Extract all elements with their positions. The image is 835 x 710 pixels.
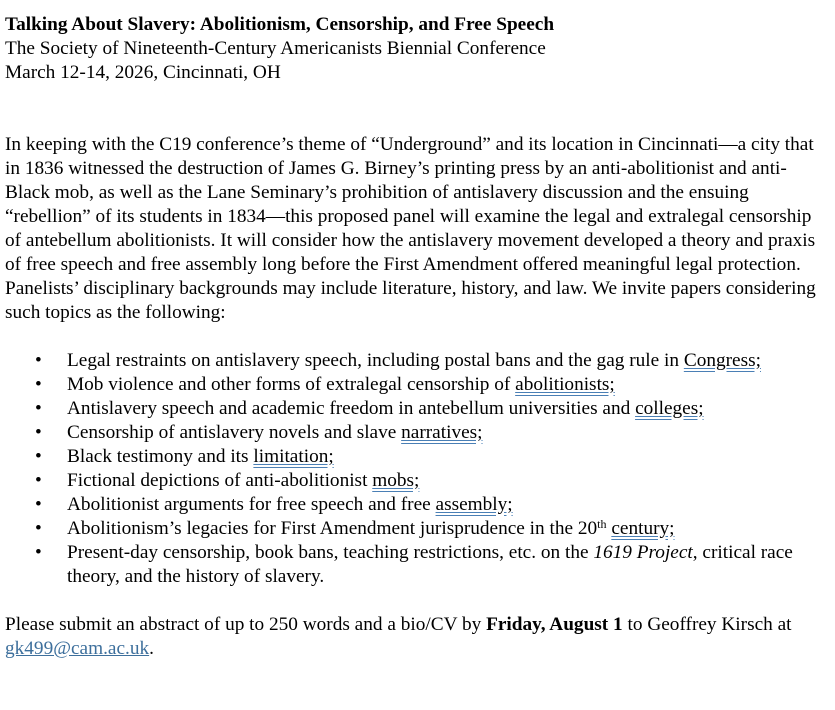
topic-item [5,445,831,469]
topic-text-flagged: Congress; [683,350,761,371]
topic-text: Censorship of antislavery novels and slave [67,422,402,443]
closing-paragraph [5,613,831,661]
topic-item [5,397,831,421]
document-page [5,13,831,661]
topic-text: Abolitionism’s legacies for First Amendment jurisprudence in the 20 [67,518,598,539]
ordinal-suffix: th [597,517,607,531]
date-location: March 12-14, 2026, Cincinnati, OH [5,62,281,83]
intro-paragraph: In keeping with the C19 conference’s theme of “Underground” and its location in Cincinnati—a city that in 1836 witnessed the destruction of James G. Birney’s printing press by an anti-abolitionist and anti-Black mob, as well as the Lane Seminary’s prohibition of antislavery discussion and the ensuing “rebellion” of its students in 1834—this proposed panel will examine the legal and extralegal censorship of antebellum abolitionists. It will consider how the antislavery movement developed a theory and praxis of free speech and free assembly long before the First Amendment offered meaningful legal protection. Panelists’ disciplinary backgrounds may include literature, history, and law. We invite papers considering such topics as the following: [5,134,816,323]
topic-item [5,469,831,493]
topic-text: Antislavery speech and academic freedom in antebellum universities and [67,398,636,419]
topic-item [5,493,831,517]
email-link[interactable]: gk499@cam.ac.uk [5,638,150,659]
topic-text: Mob violence and other forms of extralegal censorship of [67,374,516,395]
topic-item [5,541,831,589]
topic-text-flagged: limitation; [253,446,334,467]
deadline: Friday, August 1 [486,614,623,635]
topic-text-flagged: mobs; [372,470,420,491]
topic-item [5,421,831,445]
topic-item [5,349,831,373]
topic-text-flagged: century; [611,518,675,539]
topic-text: Fictional depictions of anti-abolitionist [67,470,373,491]
bullet-icon: • [35,398,42,419]
conference-name: The Society of Nineteenth-Century Americanists Biennial Conference [5,38,546,59]
topic-text: Black testimony and its [67,446,254,467]
topic-text-flagged: narratives; [401,422,483,443]
topic-text: Legal restraints on antislavery speech, including postal bans and the gag rule in [67,350,684,371]
closing-text: Please submit an abstract of up to 250 words and a bio/CV by [5,614,487,635]
topic-text-flagged: assembly; [435,494,513,515]
topic-item [5,517,831,541]
bullet-icon: • [35,350,42,371]
topic-text: Abolitionist arguments for free speech and free [67,494,436,515]
topic-list [5,349,831,589]
topic-title-italic: 1619 Project [593,542,693,563]
bullet-icon: • [35,542,42,563]
bullet-icon: • [35,494,42,515]
closing-period: . [149,638,154,659]
closing-text-mid: to Geoffrey Kirsch at [622,614,792,635]
document-title: Talking About Slavery: Abolitionism, Censorship, and Free Speech [5,14,555,35]
topic-text-flagged: abolitionists; [515,374,615,395]
bullet-icon: • [35,446,42,467]
bullet-icon: • [35,422,42,443]
topic-text-tail: , critical race theory, and the history of slavery. [67,542,793,587]
topic-item [5,373,831,397]
bullet-icon: • [35,374,42,395]
topic-text-flagged: colleges; [635,398,704,419]
bullet-icon: • [35,470,42,491]
bullet-icon: • [35,518,42,539]
topic-text: Present-day censorship, book bans, teaching restrictions, etc. on the [67,542,594,563]
